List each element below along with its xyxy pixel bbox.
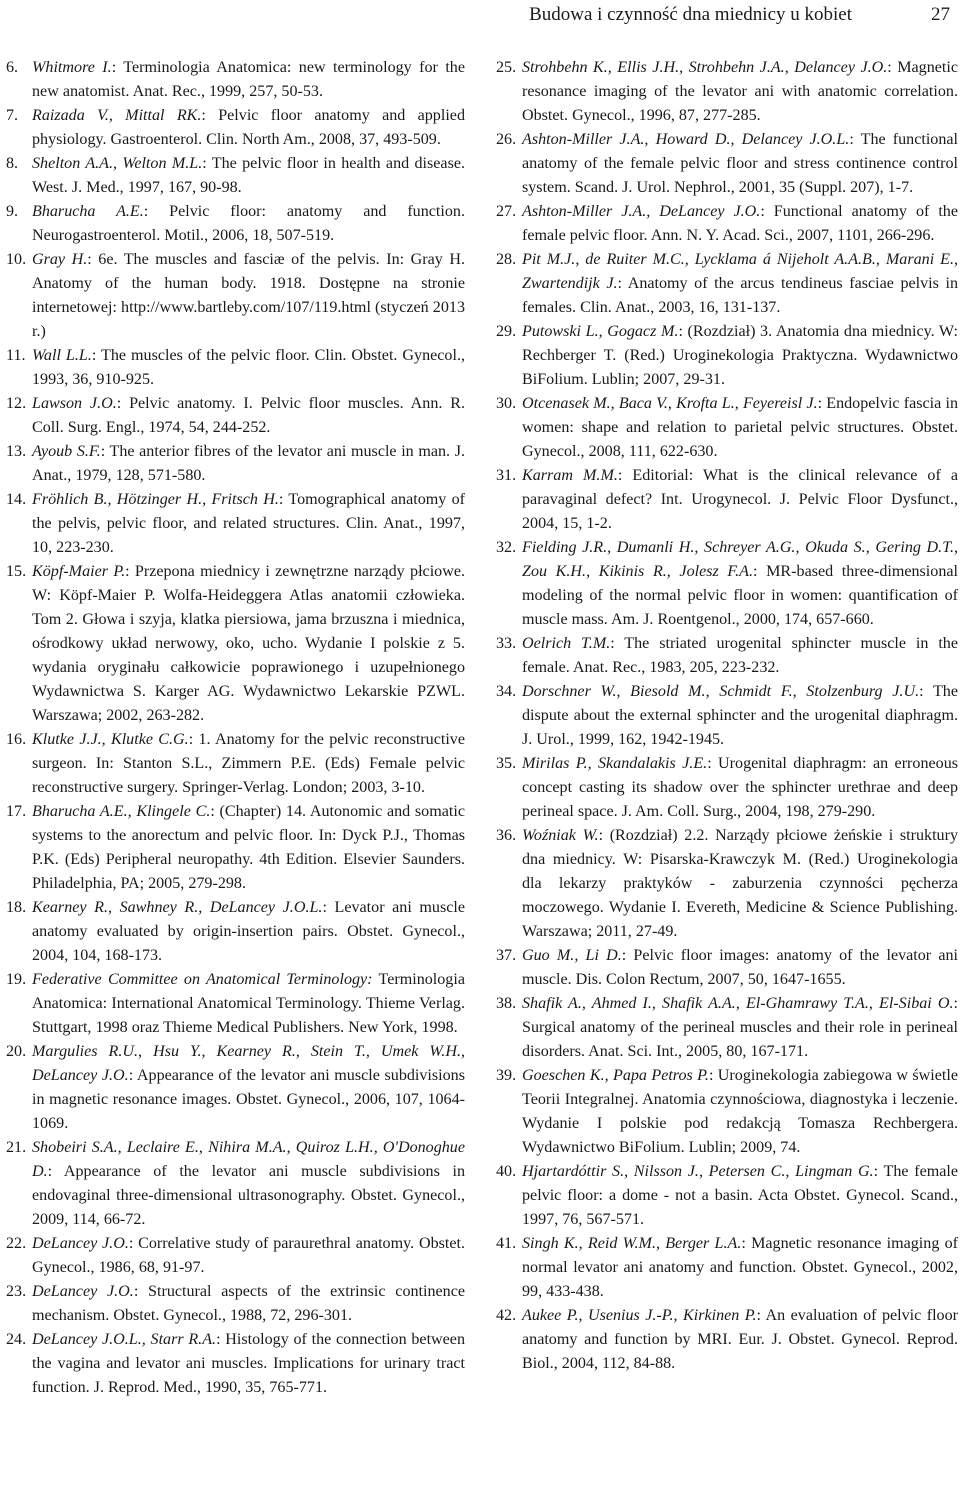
reference-text: : (Rozdział) 3. Anatomia dna miednicy. W: Rechberger T. (Red.) Uroginekologia Praktyczna. Wydawnictwo BiFolium. Lublin; 2007, 29-31. <box>522 323 958 388</box>
reference-item <box>6 1280 465 1328</box>
reference-item <box>496 944 958 992</box>
reference-number: 21. <box>6 1139 27 1156</box>
reference-item <box>496 680 958 752</box>
reference-text: : Anatomy of the arcus tendineus fasciae pelvis in females. Clin. Anat., 2003, 16, 131-137. <box>522 275 959 316</box>
reference-item <box>6 800 465 896</box>
reference-authors: Fielding J.R., Dumanli H., Schreyer A.G., Okuda S., Gering D.T., Zou K.H., Kikinis R., Jolesz F.A. <box>522 539 958 580</box>
reference-authors: Shafik A., Ahmed I., Shafik A.A., El-Ghamrawy T.A., El-Sibai O. <box>522 995 954 1012</box>
reference-text: : 6e. The muscles and fasciæ of the pelvis. In: Gray H. Anatomy of the human body. 1918. Dostępne na stronie internetowej: http://www.bartleby.com/107/119.html (styczeń 2013 r.) <box>32 251 465 340</box>
reference-text: : 1. Anatomy for the pelvic reconstructive surgeon. In: Stanton S.L., Zimmern P.E. (Eds) Female pelvic reconstructive surgery. Springer-Verlag. London; 2003, 3-10. <box>32 731 465 796</box>
reference-text: : The striated urogenital sphincter muscle in the female. Anat. Rec., 1983, 205, 223-232. <box>522 635 958 676</box>
reference-authors: Klutke J.J., Klutke C.G. <box>32 731 189 748</box>
reference-item <box>496 320 958 392</box>
reference-number: 10. <box>6 251 27 268</box>
reference-text: : Pelvic floor anatomy and applied physiology. Gastroenterol. Clin. North Am., 2008, 37, 493-509. <box>32 107 465 148</box>
reference-number: 6. <box>6 59 19 76</box>
reference-authors: Federative Committee on Anatomical Terminology: <box>32 971 373 988</box>
reference-authors: Singh K., Reid W.M., Berger L.A. <box>522 1235 742 1252</box>
running-header <box>0 0 960 30</box>
reference-item <box>496 128 958 200</box>
reference-authors: Margulies R.U., Hsu Y., Kearney R., Stein T., Umek W.H., DeLancey J.O. <box>32 1043 465 1084</box>
reference-number: 13. <box>6 443 27 460</box>
reference-authors: Bharucha A.E. <box>32 203 144 220</box>
reference-number: 7. <box>6 107 19 124</box>
reference-authors: Woźniak W. <box>522 827 599 844</box>
reference-authors: Pit M.J., de Ruiter M.C., Lycklama á Nijeholt A.A.B., Marani E., Zwartendijk J. <box>522 251 958 292</box>
reference-number: 9. <box>6 203 19 220</box>
reference-authors: DeLancey J.O. <box>32 1283 134 1300</box>
reference-number: 16. <box>6 731 27 748</box>
reference-number: 33. <box>496 635 517 652</box>
reference-authors: Wall L.L. <box>32 347 92 364</box>
reference-number: 37. <box>496 947 517 964</box>
reference-text: : Pelvic floor images: anatomy of the levator ani muscle. Dis. Colon Rectum, 2007, 50, 1647-1655. <box>522 947 959 988</box>
reference-text: : Pelvic anatomy. I. Pelvic floor muscles. Ann. R. Coll. Surg. Engl., 1974, 54, 244-252. <box>32 395 465 436</box>
reference-item <box>6 56 465 104</box>
reference-item <box>6 1232 465 1280</box>
reference-item <box>496 1232 958 1304</box>
reference-text: : Surgical anatomy of the perineal muscles and their role in perineal disorders. Anat. Sci. Int., 2005, 80, 167-171. <box>522 995 958 1060</box>
reference-item <box>6 200 465 248</box>
reference-number: 12. <box>6 395 27 412</box>
reference-authors: Mirilas P., Skandalakis J.E. <box>522 755 708 772</box>
reference-text: : An evaluation of pelvic floor anatomy and function by MRI. Eur. J. Obstet. Gynecol. Reprod. Biol., 2004, 112, 84-88. <box>522 1307 958 1372</box>
reference-number: 39. <box>496 1067 517 1084</box>
reference-item <box>6 104 465 152</box>
reference-item <box>6 248 465 344</box>
page-number: 27 <box>931 4 950 25</box>
reference-number: 29. <box>496 323 517 340</box>
reference-item <box>496 1160 958 1232</box>
reference-item <box>6 896 465 968</box>
reference-number: 23. <box>6 1283 27 1300</box>
reference-number: 15. <box>6 563 27 580</box>
reference-text: : The female pelvic floor: a dome - not a basin. Acta Obstet. Gynecol. Scand., 1997, 76, 567-571. <box>522 1163 958 1228</box>
references-column-right <box>496 56 958 1376</box>
reference-item <box>6 968 465 1040</box>
reference-text: : The functional anatomy of the female pelvic floor and stress continence control system. Scand. J. Urol. Nephrol., 2001, 35 (Suppl. 207), 1-7. <box>522 131 958 196</box>
reference-authors: DeLancey J.O.L., Starr R.A. <box>32 1331 217 1348</box>
reference-authors: Ayoub S.F. <box>32 443 101 460</box>
reference-text: : Editorial: What is the clinical relevance of a paravaginal defect? Int. Urogynecol. J. Pelvic Floor Dysfunct., 2004, 15, 1-2. <box>522 467 958 532</box>
reference-text: Terminologia Anatomica: International Anatomical Terminology. Thieme Verlag. Stuttgart, 1998 oraz Thieme Medical Publishers. New York, 1998. <box>32 971 465 1036</box>
reference-text: : Tomographical anatomy of the pelvis, pelvic floor, and related structures. Clin. Anat., 1997, 10, 223-230. <box>32 491 466 556</box>
reference-item <box>496 536 958 632</box>
reference-text: : Uroginekologia zabiegowa w świetle Teorii Integralnej. Anatomia czynnościowa, diagnostyka i leczenie. Wydanie I polskie pod redakcją Tomasza Rechbergera. Wydawnictwo BiFolium. Lublin; 2009, 74. <box>522 1067 958 1156</box>
reference-authors: Aukee P., Usenius J.-P., Kirkinen P. <box>522 1307 757 1324</box>
reference-authors: DeLancey J.O. <box>32 1235 129 1252</box>
reference-number: 30. <box>496 395 517 412</box>
reference-authors: Goeschen K., Papa Petros P. <box>522 1067 709 1084</box>
reference-item <box>6 560 465 728</box>
reference-text: : The pelvic floor in health and disease. West. J. Med., 1997, 167, 90-98. <box>32 155 465 196</box>
reference-item <box>496 248 958 320</box>
reference-item <box>6 488 465 560</box>
reference-text: : Terminologia Anatomica: new terminology for the new anatomist. Anat. Rec., 1999, 257, 50-53. <box>32 59 465 100</box>
reference-item <box>6 152 465 200</box>
reference-text: : MR-based three-dimensional modeling of the normal pelvic floor in women: quantification of muscle mass. Am. J. Roentgenol., 2000, 174, 657-660. <box>522 563 958 628</box>
reference-item <box>6 344 465 392</box>
reference-number: 18. <box>6 899 27 916</box>
reference-number: 8. <box>6 155 19 172</box>
reference-authors: Kearney R., Sawhney R., DeLancey J.O.L. <box>32 899 323 916</box>
reference-text: : Magnetic resonance imaging of normal levator ani anatomy and function. Obstet. Gynecol., 2002, 99, 433-438. <box>522 1235 959 1300</box>
reference-item <box>496 56 958 128</box>
reference-item <box>496 392 958 464</box>
reference-authors: Strohbehn K., Ellis J.H., Strohbehn J.A., Delancey J.O. <box>522 59 888 76</box>
reference-authors: Otcenasek M., Baca V., Krofta L., Feyereisl J. <box>522 395 818 412</box>
reference-authors: Gray H. <box>32 251 88 268</box>
reference-authors: Shelton A.A., Welton M.L. <box>32 155 203 172</box>
reference-authors: Putowski L., Gogacz M. <box>522 323 679 340</box>
reference-text: : Urogenital diaphragm: an erroneous concept casting its shadow over the sphincter urethrae and deep perineal space. J. Am. Coll. Surg., 2004, 198, 279-290. <box>522 755 959 820</box>
reference-item <box>6 440 465 488</box>
reference-authors: Ashton-Miller J.A., DeLancey J.O. <box>522 203 761 220</box>
reference-authors: Shobeiri S.A., Leclaire E., Nihira M.A., Quiroz L.H., O'Donoghue D. <box>32 1139 465 1180</box>
reference-number: 11. <box>6 347 26 364</box>
reference-item <box>496 824 958 944</box>
reference-item <box>6 1328 465 1400</box>
reference-number: 25. <box>496 59 517 76</box>
reference-text: : Appearance of the levator ani muscle subdivisions in magnetic resonance images. Obstet. Gynecol., 2006, 107, 1064-1069. <box>32 1067 465 1132</box>
reference-text: : Pelvic floor: anatomy and function. Neurogastroenterol. Motil., 2006, 18, 507-519. <box>32 203 465 244</box>
reference-number: 27. <box>496 203 517 220</box>
running-title: Budowa i czynność dna miednicy u kobiet <box>529 4 852 25</box>
reference-authors: Fröhlich B., Hötzinger H., Fritsch H. <box>32 491 279 508</box>
reference-number: 31. <box>496 467 517 484</box>
references-column-left <box>6 56 465 1400</box>
reference-item <box>496 1304 958 1376</box>
reference-item <box>496 992 958 1064</box>
reference-text: : Functional anatomy of the female pelvic floor. Ann. N. Y. Acad. Sci., 2007, 1101, 266-296. <box>522 203 958 244</box>
reference-number: 24. <box>6 1331 27 1348</box>
reference-number: 20. <box>6 1043 27 1060</box>
reference-number: 22. <box>6 1235 27 1252</box>
reference-authors: Dorschner W., Biesold M., Schmidt F., Stolzenburg J.U. <box>522 683 920 700</box>
reference-item <box>6 392 465 440</box>
reference-item <box>496 200 958 248</box>
reference-item <box>6 1136 465 1232</box>
reference-text: : Magnetic resonance imaging of the levator ani with anatomic correlation. Obstet. Gynecol., 1996, 87, 277-285. <box>522 59 958 124</box>
reference-number: 40. <box>496 1163 517 1180</box>
reference-number: 26. <box>496 131 517 148</box>
reference-number: 41. <box>496 1235 517 1252</box>
reference-authors: Raizada V., Mittal RK. <box>32 107 202 124</box>
reference-number: 34. <box>496 683 517 700</box>
reference-text: : Correlative study of paraurethral anatomy. Obstet. Gynecol., 1986, 68, 91-97. <box>32 1235 465 1276</box>
reference-text: : (Rozdział) 2.2. Narządy płciowe żeńskie i struktury dna miednicy. W: Pisarska-Krawczyk M. (Red.) Uroginekologia dla lekarzy praktyków - zaburzenia czynności pęcherza moczowego. Wydanie I. Evereth, Medicine & Science Publishing. Warszawa; 2011, 27-49. <box>522 827 958 940</box>
reference-text: : Appearance of the levator ani muscle subdivisions in endovaginal three-dimensional ultrasonography. Obstet. Gynecol., 2009, 114, 66-72. <box>32 1163 465 1228</box>
reference-list-right <box>496 56 958 1376</box>
reference-number: 17. <box>6 803 27 820</box>
reference-number: 14. <box>6 491 27 508</box>
reference-authors: Guo M., Li D. <box>522 947 622 964</box>
reference-number: 28. <box>496 251 517 268</box>
reference-list-left <box>6 56 465 1400</box>
reference-text: : Structural aspects of the extrinsic continence mechanism. Obstet. Gynecol., 1988, 72, 296-301. <box>32 1283 465 1324</box>
reference-item <box>6 1040 465 1136</box>
reference-text: : The dispute about the external sphincter and the urogenital diaphragm. J. Urol., 1999, 162, 1942-1945. <box>522 683 958 748</box>
reference-text: : Endopelvic fascia in women: shape and relation to parietal pelvic structures. Obstet. Gynecol., 2008, 111, 622-630. <box>522 395 958 460</box>
reference-authors: Karram M.M. <box>522 467 618 484</box>
reference-authors: Bharucha A.E., Klingele C. <box>32 803 211 820</box>
reference-authors: Oelrich T.M. <box>522 635 611 652</box>
reference-number: 38. <box>496 995 517 1012</box>
reference-number: 32. <box>496 539 517 556</box>
reference-text: : The muscles of the pelvic floor. Clin. Obstet. Gynecol., 1993, 36, 910-925. <box>32 347 465 388</box>
reference-item <box>496 464 958 536</box>
reference-text: : Histology of the connection between the vagina and levator ani muscles. Implications for urinary tract function. J. Reprod. Med., 1990, 35, 765-771. <box>32 1331 465 1396</box>
reference-item <box>496 632 958 680</box>
reference-text: : (Chapter) 14. Autonomic and somatic systems to the anorectum and pelvic floor. In: Dyck P.J., Thomas P.K. (Eds) Peripheral neuropathy. 4th Edition. Elsevier Saunders. Philadelphia, PA; 2005, 279-298. <box>32 803 465 892</box>
reference-item <box>496 752 958 824</box>
reference-item <box>6 728 465 800</box>
reference-authors: Hjartardóttir S., Nilsson J., Petersen C., Lingman G. <box>522 1163 874 1180</box>
reference-number: 36. <box>496 827 517 844</box>
reference-authors: Köpf-Maier P. <box>32 563 126 580</box>
reference-text: : Przepona miednicy i zewnętrzne narządy płciowe. W: Köpf-Maier P. Wolfa-Heideggera Atlas anatomii człowieka. Tom 2. Głowa i szyja, klatka piersiowa, jama brzuszna i miednica, ośrodkowy układ nerwowy, oko, ucho. Wydanie I polskie z 5. wydania oryginału całkowicie poprawionego i uzupełnionego Wydawnictwa S. Karger AG. Wydawnictwo Lekarskie PZWL. Warszawa; 2002, 263-282. <box>32 563 465 724</box>
reference-authors: Ashton-Miller J.A., Howard D., Delancey J.O.L. <box>522 131 850 148</box>
reference-item <box>496 1064 958 1160</box>
reference-text: : Levator ani muscle anatomy evaluated by origin-insertion pairs. Obstet. Gynecol., 2004, 104, 168-173. <box>32 899 465 964</box>
reference-number: 42. <box>496 1307 517 1324</box>
reference-authors: Lawson J.O. <box>32 395 117 412</box>
reference-number: 19. <box>6 971 27 988</box>
reference-authors: Whitmore I. <box>32 59 112 76</box>
reference-text: : The anterior fibres of the levator ani muscle in man. J. Anat., 1979, 128, 571-580. <box>32 443 465 484</box>
reference-number: 35. <box>496 755 517 772</box>
